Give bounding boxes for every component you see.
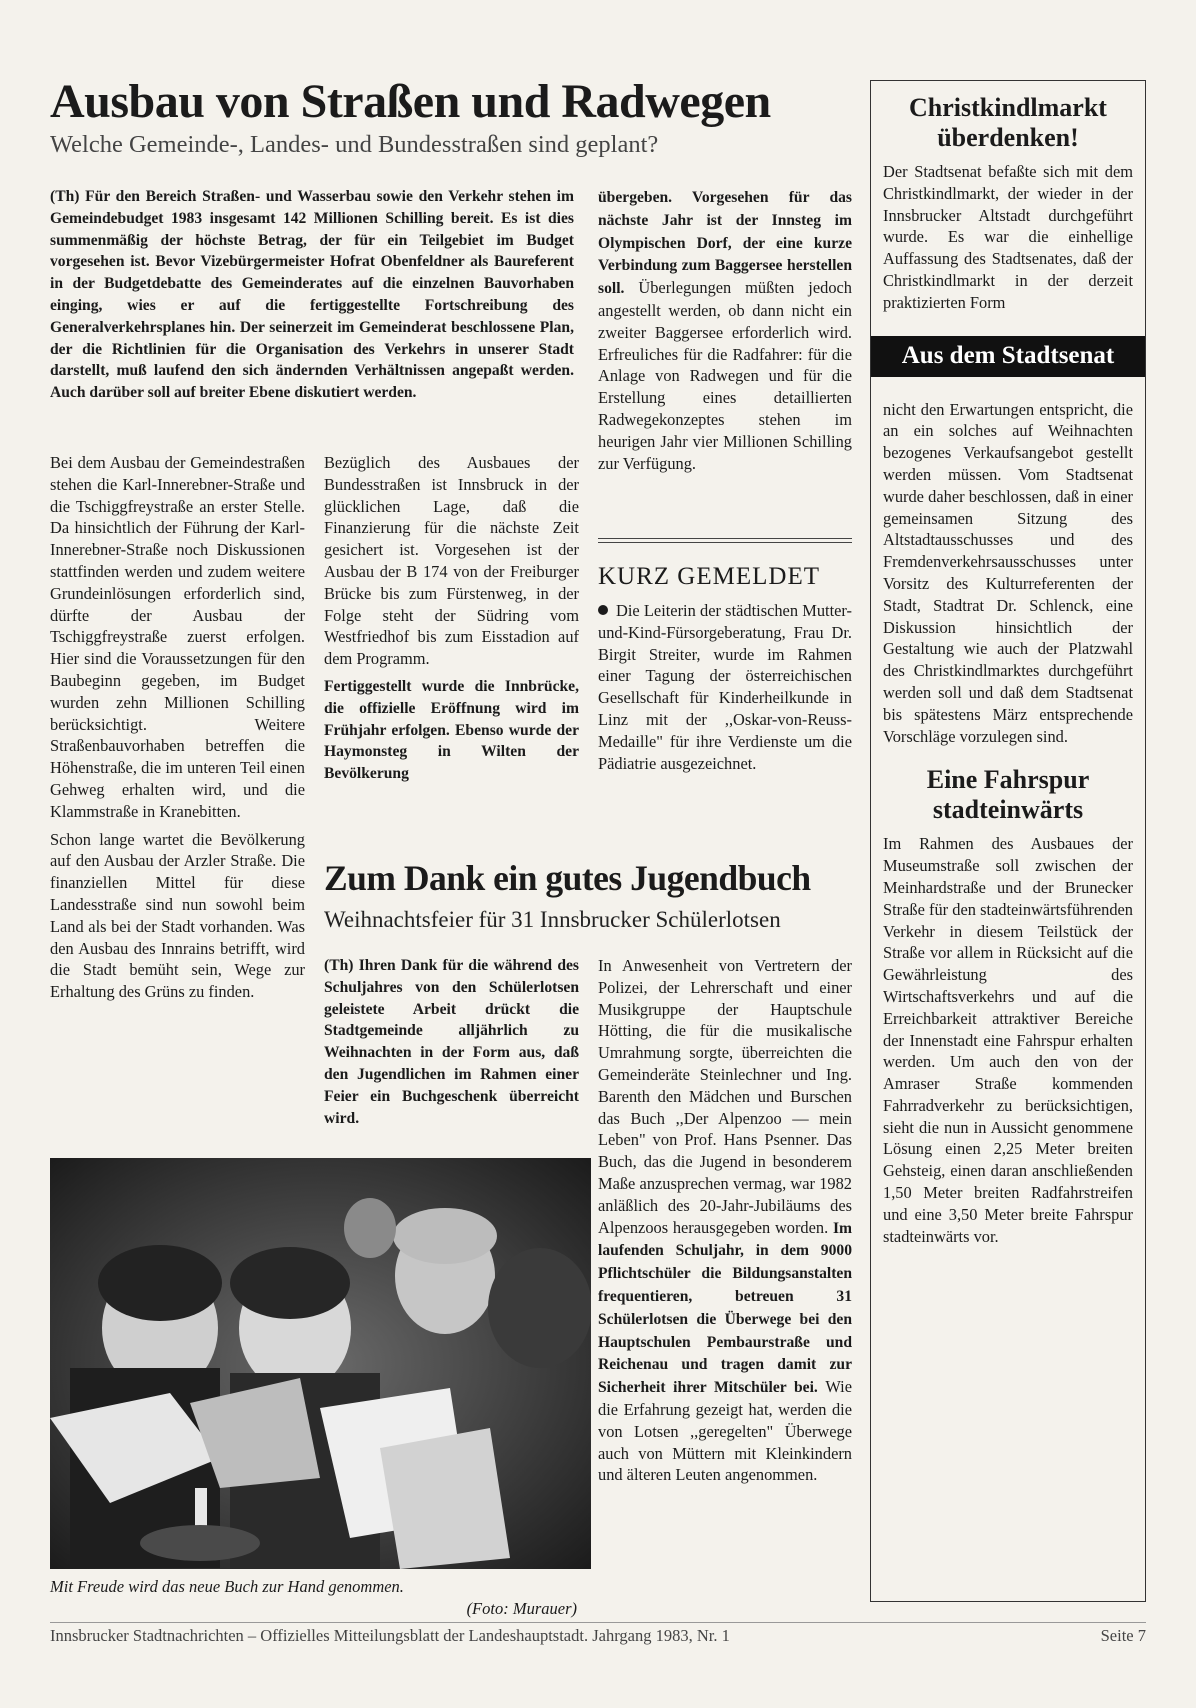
jugend-headline: Zum Dank ein gutes Jugendbuch: [324, 858, 811, 898]
kurz-title: KURZ GEMELDET: [598, 563, 820, 590]
footer-text: Innsbrucker Stadtnachrichten – Offizielles Mitteilungsblatt der Landeshauptstadt. Jahrgang 1983, Nr. 1: [50, 1626, 730, 1645]
jugend-body-2: Wie die Erfahrung gezeigt hat, werden die von Lotsen ,,geregelten" Überwege auch von Müttern mit Kleinkindern und älteren Leuten angenommen.: [598, 1377, 852, 1485]
col1-paragraph-2: Schon lange wartet die Bevölkerung auf den Ausbau der Arzler Straße. Die finanziellen Mittel für diese Landesstraße sind nun sowohl beim Land als bei der Stadt vorhanden. Was den Ausbau des Innrains betrifft, wird die Stadt bemüht sein, Wege zur Erhaltung des Grüns zu finden.: [50, 829, 305, 1002]
col1: [50, 452, 305, 1009]
jugend-body-1: In Anwesenheit von Vertretern der Polizei, der Lehrerschaft und einer Musikgruppe der Hauptschule Hötting, die für die musikalische Umrahmung sorgte, überreichten die Gemeinderäte Steinlechner und Ing. Barenth den Mädchen und Burschen das Buch ,,Der Alpenzoo — mein Leben" von Prof. Hans Psenner. Das Buch, das die Jugend in besonderem Maße anzusprechen vermag, war 1982 anläßlich des 20-Jahr-Jubiläums des Alpenzoos herausgegeben worden.: [598, 956, 852, 1237]
sidebar-headline-1: Christkindlmarkt überdenken!: [909, 93, 1107, 152]
sidebar: [870, 80, 1146, 1602]
sidebar-paragraph-1: Der Stadtsenat befaßte sich mit dem Christkindlmarkt, der wieder in der Innsbrucker Altstadt durchgeführt wurde. Es war die einhellige Auffassung des Stadtsenates, daß der Christkindlmarkt in der derzeit praktizierten Form: [883, 162, 1133, 312]
col3-bold: übergeben. Vorgesehen für das nächste Jahr ist der Innsteg im Olympischen Dorf, der eine kurze Verbindung zum Baggersee herstellen soll.: [598, 189, 852, 298]
jugend-lead: (Th) Ihren Dank für die während des Schuljahres von den Schülerlotsen geleistete Arbeit drückt die Stadtgemeinde alljährlich zu Weihnachten in der Form aus, daß den Jugendlichen im Rahmen einer Feier ein Buchgeschenk überreicht wird.: [324, 957, 579, 1127]
bullet-icon: [598, 605, 608, 615]
kurz-text-block: [598, 600, 852, 774]
main-lead: (Th) Für den Bereich Straßen- und Wasserbau sowie den Verkehr stehen im Gemeindebudget 1983 insgesamt 142 Millionen Schilling bereit. Es ist dies summenmäßig der höchste Betrag, der für ein Teilgebiet im Budget vorgesehen ist. Bevor Vizebürgermeister Hofrat Obenfeldner als Baureferent in der Budgetdebatte des Gemeinderates auf die einzelnen Bauvorhaben einging, wies er auf die fertiggestellte Fortschreibung des Generalverkehrsplanes hin. Der seinerzeit im Gemeinderat beschlossene Plan, der die Richtlinien für die Organisation des Verkehrs in unserer Stadt darstellt, muß laufend den sich ändernden Verhältnissen angepaßt werden. Auch darüber soll auf breiter Ebene diskutiert werden.: [50, 188, 574, 402]
main-subhead: Welche Gemeinde-, Landes- und Bundesstraßen sind geplant?: [50, 131, 659, 158]
photo-illustration: [50, 1158, 591, 1569]
jugend-body: [598, 955, 852, 1486]
col3-rest: Überlegungen müßten jedoch angestellt werden, ob dann nicht ein zweiter Baggersee erforderlich wird. Erfreuliches für die Radfahrer: für die Anlage von Radwegen und für die Erstellung eines detaillierten Radwegekonzeptes stehen im heurigen Jahr vier Millionen Schilling zur Verfügung.: [598, 278, 852, 473]
sidebar-paragraph-3: Im Rahmen des Ausbaues der Museumstraße soll zwischen der Meinhardstraße und der Brunecker Straße für den stadteinwärtsführenden Verkehr in diesem Teilstück der Straße vor allem in Rücksicht auf die Gewährleistung des Wirtschaftsverkehrs und auf die Erreichbarkeit attraktiver Bereiche der Innenstadt eine Fahrspur erhalten werden. Um auch den von der Amraser Straße kommenden Fahrradverkehr zu berücksichtigen, sieht die nun in Aussicht genommene Lösung einen 2,25 Meter breiten Gehsteig, einen daran anschließenden 1,50 Meter breiten Radfahrstreifen und eine 3,50 Meter breite Fahrspur stadteinwärts vor.: [883, 834, 1133, 1246]
col2: [324, 452, 579, 791]
photo-children-reading: [50, 1158, 591, 1569]
photo-credit: (Foto: Murauer): [466, 1599, 577, 1618]
sidebar-paragraph-2: nicht den Erwartungen entspricht, die an ein solches auf Weihnachten bezogenes Verkaufsangebot gestellt werden müssen. Vom Stadtsenat wurde daher beschlossen, daß in einer gemeinsamen Sitzung des Altstadtausschusses und des Fremdenverkehrsausschusses unter Vorsitz des Kulturreferenten der Stadt, Stadtrat Dr. Schlenck, eine Diskussion hinsichtlich der Gestaltung wie auch der Platzwahl des Christkindlmarktes durchgeführt werden soll und daß dem Stadtsenat bis spätestens März entsprechende Vorschläge vorzulegen sind.: [883, 399, 1133, 746]
col1-paragraph-1: Bei dem Ausbau der Gemeindestraßen stehen die Karl-Innerebner-Straße und die Tschiggfreystraße an erster Stelle. Da hinsichtlich der Führung der Karl-Innerebner-Straße noch Diskussionen stattfinden werden und zudem weitere Grundeinlösungen erforderlich sind, dürfte der Ausbau der Tschiggfreystraße zuerst erfolgen. Hier sind die Voraussetzungen für den Baubeginn gegeben, im Budget wurden zehn Millionen Schilling berücksichtigt. Weitere Straßenbauvorhaben betreffen die Höhenstraße, die im unteren Teil einen Gehweg erhalten wird, und die Klammstraße in Kranebitten.: [50, 453, 305, 821]
col2-paragraph-1: Bezüglich des Ausbaues der Bundesstraßen ist Innsbruck in der glücklichen Lage, daß die Finanzierung für die nächste Zeit gesichert ist. Vorgesehen ist der Ausbau der B 174 von der Freiburger Brücke bis zum Fürstenweg, in der Folge steht der Südring vom Westfriedhof bis zum Eisstadion auf dem Programm.: [324, 453, 579, 669]
jugend-body-2-bold: Im laufenden Schuljahr, in dem 9000 Pflichtschüler die Bildungsanstalten frequentieren, betreuen 31 Schülerlotsen die Überwege bei den Hauptschulen Pembaurstraße und Reichenau und tragen damit zur Sicherheit ihrer Mitschüler bei.: [598, 1219, 852, 1397]
kurz-text: Die Leiterin der städtischen Mutter-und-Kind-Fürsorgeberatung, Frau Dr. Birgit Streiter, wurde im Rahmen einer Tagung der österreichischen Gesellschaft für Kinderheilkunde in Linz mit der ,,Oskar-von-Reuss-Medaille" für ihre Verdienste um die Pädiatrie ausgezeichnet.: [598, 601, 852, 773]
kurz-divider: [598, 538, 852, 543]
sidebar-black-box: Aus dem Stadtsenat: [871, 336, 1145, 377]
jugend-subhead: Weihnachtsfeier für 31 Innsbrucker Schülerlotsen: [324, 907, 781, 932]
main-headline: Ausbau von Straßen und Radwegen: [50, 75, 771, 128]
col3-top: [598, 186, 852, 474]
page-number: Seite 7: [1100, 1626, 1146, 1645]
col2-paragraph-2: Fertiggestellt wurde die Innbrücke, die offizielle Eröffnung wird im Frühjahr erfolgen. Ebenso wurde der Haymonsteg in Wilten der Bevölkerung: [324, 677, 579, 783]
sidebar-headline-2: Eine Fahrspur stadteinwärts: [926, 765, 1090, 825]
photo-caption: Mit Freude wird das neue Buch zur Hand genommen.: [50, 1577, 404, 1596]
footer-rule: [50, 1622, 1146, 1623]
